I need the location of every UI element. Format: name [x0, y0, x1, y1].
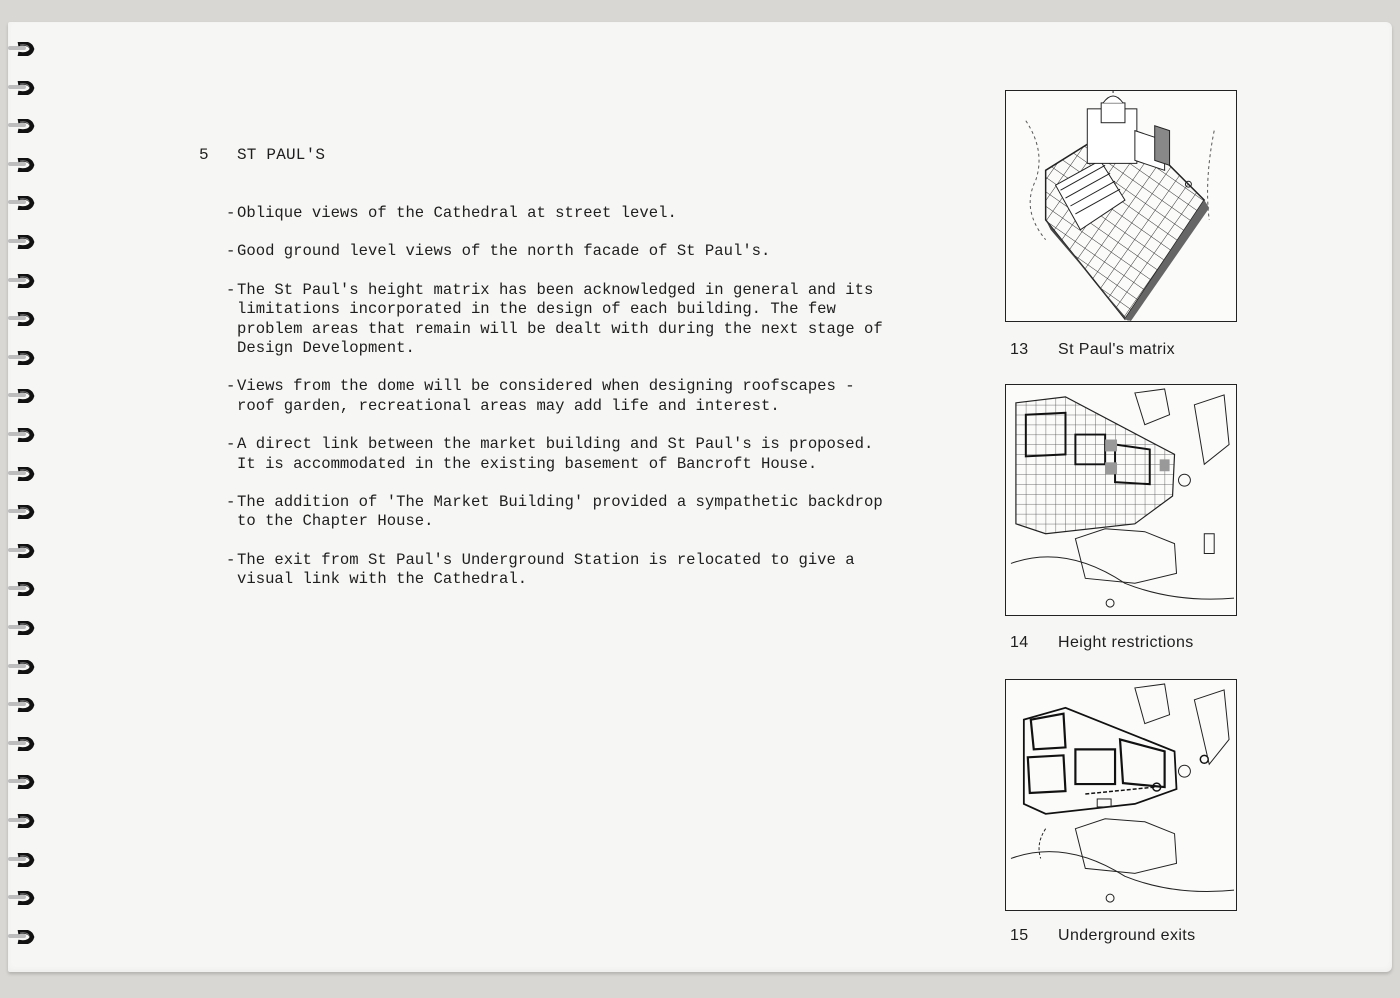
- figure-caption: [1010, 927, 1196, 945]
- section-number: 5: [199, 146, 209, 164]
- binding-coil: [8, 351, 42, 365]
- figure-caption: [1010, 634, 1194, 652]
- binding-coil: [8, 158, 42, 172]
- bullet-item: - A direct link between the market building and St Paul's is proposed. It is accommodated in the existing basement of Bancroft House.: [226, 435, 916, 474]
- binding-coil: [8, 467, 42, 481]
- binding-coil: [8, 930, 42, 944]
- figure-number: 13: [1010, 341, 1029, 358]
- binding-coil: [8, 235, 42, 249]
- bullet-item: - The addition of 'The Market Building' provided a sympathetic backdrop to the Chapter House.: [226, 493, 916, 532]
- binding-coil: [8, 42, 42, 56]
- binding-coil: [8, 505, 42, 519]
- site-plan-exits: [1006, 680, 1236, 910]
- binding-coil: [8, 660, 42, 674]
- binding-coil: [8, 853, 42, 867]
- binding-coil: [8, 274, 42, 288]
- figure-number: 15: [1010, 927, 1029, 944]
- bullet-item: - Oblique views of the Cathedral at street level.: [226, 204, 916, 223]
- binding-coil: [8, 389, 42, 403]
- figure-caption: [1010, 341, 1175, 359]
- section-title: ST PAUL'S: [237, 146, 326, 164]
- binding-coil: [8, 81, 42, 95]
- binding-coil: [8, 196, 42, 210]
- binding-coil: [8, 582, 42, 596]
- binding-coil: [8, 891, 42, 905]
- figure-st-pauls-matrix: [1005, 90, 1237, 322]
- bullet-item: - Views from the dome will be considered when designing roofscapes - roof garden, recreational areas may add life and interest.: [226, 377, 916, 416]
- section-heading: [199, 146, 325, 164]
- binding-coil: [8, 775, 42, 789]
- figure-title: St Paul's matrix: [1058, 341, 1176, 358]
- bullet-item: - Good ground level views of the north facade of St Paul's.: [226, 242, 916, 261]
- isometric-drawing: [1006, 91, 1236, 321]
- binding-coil: [8, 621, 42, 635]
- figure-title: Underground exits: [1058, 927, 1196, 944]
- binding-coil: [8, 119, 42, 133]
- binding-coil: [8, 544, 42, 558]
- binding-coil: [8, 312, 42, 326]
- binding-coil: [8, 428, 42, 442]
- figure-title: Height restrictions: [1058, 634, 1194, 651]
- binding-coil: [8, 814, 42, 828]
- binding-coil: [8, 737, 42, 751]
- bullet-item: - The St Paul's height matrix has been acknowledged in general and its limitations incorporated in the design of each building. The few problem areas that remain will be dealt with during the next stage of Design Development.: [226, 281, 916, 359]
- figure-number: 14: [1010, 634, 1029, 651]
- bullet-item: - The exit from St Paul's Underground Station is relocated to give a visual link with the Cathedral.: [226, 551, 916, 590]
- binding-coil: [8, 698, 42, 712]
- figure-underground-exits: [1005, 679, 1237, 911]
- figure-height-restrictions: [1005, 384, 1237, 616]
- bullet-list: [226, 204, 916, 609]
- site-plan-grid: [1006, 385, 1236, 615]
